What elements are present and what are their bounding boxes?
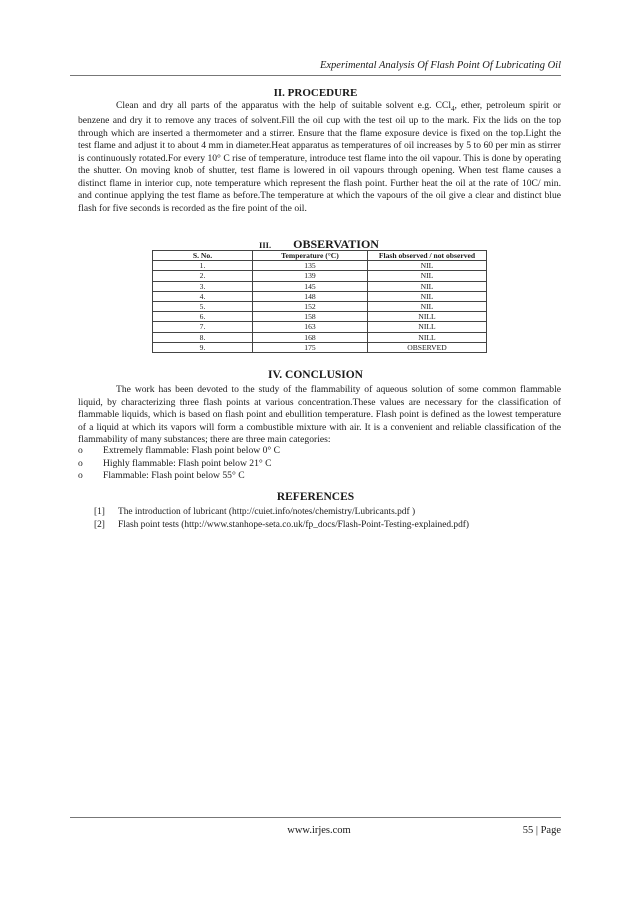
conclusion-heading: IV. CONCLUSION (267, 369, 363, 381)
table-cell: 1. (153, 261, 253, 271)
table-row (153, 301, 487, 311)
list-item-text: Flammable: Flash point below 55° C (103, 470, 245, 481)
reference-number: [2] (94, 519, 105, 530)
table-cell: 5. (153, 301, 253, 311)
table-cell: NILL (368, 322, 487, 332)
table-cell: 6. (153, 312, 253, 322)
conclusion-text: The work has been devoted to the study of the flammability of aqueous solution of some common flammable liquid, by characterizing three flash points at various concentration.These values are necessary for the classification of flammable liquids, which is based on flash point and ebullition temperature. Flash point is defined as the lowest temperature of a liquid at which its vapors will form a combustible mixture with air. It is a convenient and reliable classification of the flammability of many substances; there are three main categories: (78, 384, 561, 445)
table-row (153, 342, 487, 352)
table-cell: NIL (368, 271, 487, 281)
table-cell: 4. (153, 291, 253, 301)
table-cell: 145 (253, 281, 368, 291)
table-row (153, 261, 487, 271)
references-list (94, 506, 469, 532)
table-cell: 139 (253, 271, 368, 281)
column-header: S. No. (153, 251, 253, 261)
footer-url: www.irjes.com (287, 825, 351, 836)
table-cell: 8. (153, 332, 253, 342)
table-cell: 168 (253, 332, 368, 342)
table-cell: NIL (368, 291, 487, 301)
procedure-paragraph (78, 100, 561, 215)
reference-number: [1] (94, 507, 105, 517)
table-row (153, 291, 487, 301)
observation-title: OBSERVATION (293, 237, 379, 251)
table-cell: 2. (153, 271, 253, 281)
table-row (153, 281, 487, 291)
list-item (78, 470, 280, 483)
table-cell: NIL (368, 261, 487, 271)
reference-text: Flash point tests (http://www.stanhope-seta.co.uk/fp_docs/Flash-Point-Testing-explained.pdf) (118, 519, 470, 530)
footer-rule (70, 817, 561, 818)
table-cell: 9. (153, 342, 253, 352)
column-header: Temperature (°C) (253, 251, 368, 261)
bullet-marker: o (78, 445, 83, 456)
observation-table (152, 250, 487, 353)
references-heading: REFERENCES (276, 491, 355, 503)
list-item (78, 445, 280, 458)
table-cell: 135 (253, 261, 368, 271)
table-cell: OBSERVED (368, 342, 487, 352)
column-header: Flash observed / not observed (368, 251, 487, 261)
table-row (153, 312, 487, 322)
table-row (153, 271, 487, 281)
procedure-text-start: Clean and dry all parts of the apparatus with the help of suitable solvent e.g. CCl (116, 100, 451, 111)
running-header: Experimental Analysis Of Flash Point Of Lubricating Oil (319, 60, 561, 71)
table-cell: 158 (253, 312, 368, 322)
bullet-marker: o (78, 457, 83, 469)
table-cell: 3. (153, 281, 253, 291)
page-number: 55 | Page (522, 825, 561, 836)
category-list (78, 445, 280, 483)
table-cell: NIL (368, 281, 487, 291)
table-header-row (153, 251, 487, 261)
observation-roman: III. (259, 240, 272, 250)
reference-item (94, 519, 469, 532)
procedure-text-end: , ether, petroleum spirit or benzene and dry it to remove any traces of solvent.Fill the oil cup with the test oil up to the mark. Fix the lids on the top through which are inserted a thermometer and a stirrer. Ensure that the flame exposure device is fixed on the top.Light the test flame and adjust it to about 4 mm in diameter.Heat apparatus as temperatures of oil increases by 5 to 60 per min as stirrer is continuously rotated.For every 10° C rise of temperature, introduce test flame into the oil vapour. This is done by operating the shutter. On moving knob of shutter, test flame is lowered in oil vapours through opening. When test flame causes a distinct flame in interior cup, note temperature which represent the flash point. Further heat the oil at the rate of 10C/ min. and continue applying the test flame as before.The temperature at which the vapours of the oil give a clear and distinct blue flash for five seconds is recorded as the fire point of the oil. (78, 100, 561, 214)
conclusion-paragraph (78, 384, 561, 447)
reference-text: The introduction of lubricant (http://cuiet.info/notes/chemistry/Lubricants.pdf ) (118, 507, 416, 517)
list-item (78, 458, 280, 471)
list-item-text: Highly flammable: Flash point below 21° C (103, 457, 272, 469)
table-cell: 175 (253, 342, 368, 352)
table-cell: NILL (368, 332, 487, 342)
bullet-marker: o (78, 470, 83, 481)
table-row (153, 332, 487, 342)
table-cell: 163 (253, 322, 368, 332)
table-cell: 152 (253, 301, 368, 311)
list-item-text: Extremely flammable: Flash point below 0° C (103, 445, 281, 456)
table-cell: 148 (253, 291, 368, 301)
procedure-heading: II. PROCEDURE (273, 87, 358, 99)
table-cell: NIL (368, 301, 487, 311)
table-cell: NILL (368, 312, 487, 322)
table-row (153, 322, 487, 332)
reference-item (94, 506, 469, 519)
formula-subscript: 4 (451, 104, 455, 113)
header-rule (70, 75, 561, 76)
table-cell: 7. (153, 322, 253, 332)
